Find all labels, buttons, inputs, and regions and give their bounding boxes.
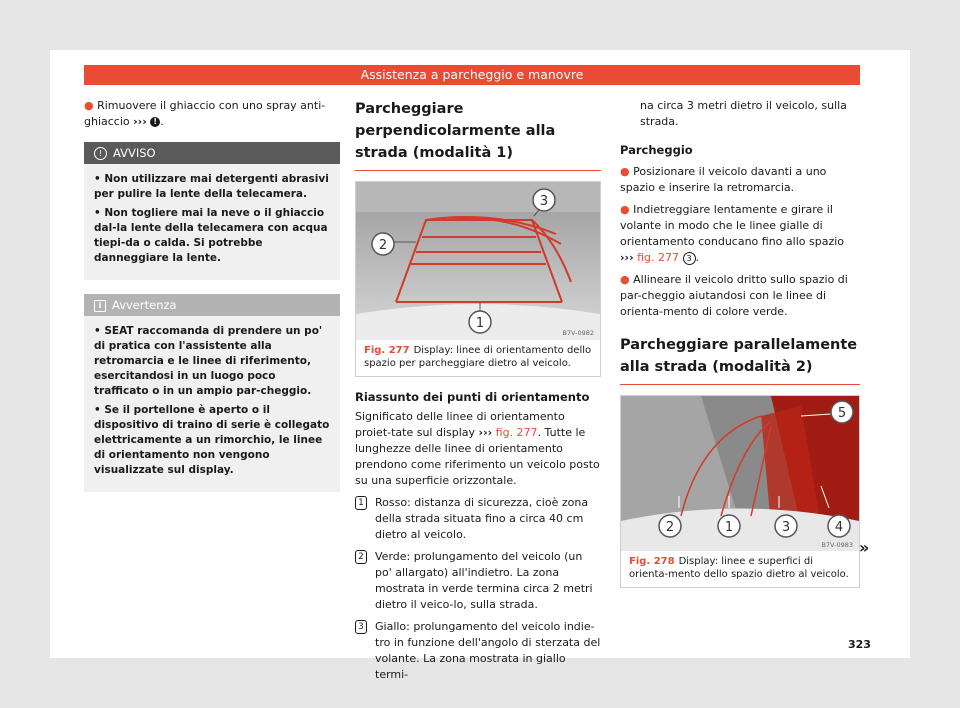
- note-item: • SEAT raccomanda di prendere un po' di pratica con l'assistente alla retromarcia e le linee di riferimento, esercitandosi in un luogo poco trafficato o in un ampio par-cheggio.: [94, 325, 323, 397]
- subheading-summary: Riassunto dei punti di orientamento: [355, 390, 590, 404]
- note-item-text: Se il portellone è aperto o il dispositivo di traino di serie è collegato elettricamente a un rimorchio, le linee di orientamento non vengono visualizzate sul display.: [94, 404, 330, 476]
- note-box-body: [84, 316, 340, 492]
- warning-ref-icon[interactable]: !: [150, 117, 160, 127]
- section-heading-mode2: Parcheggiare parallelamente alla strada (modalità 2): [620, 334, 860, 385]
- figure-caption: [621, 551, 859, 587]
- callout-3-label: 3: [539, 194, 549, 209]
- legend-number: 1: [355, 496, 367, 510]
- ref-number: 3: [683, 252, 696, 265]
- note-box-header: [84, 294, 340, 316]
- figure-number: Fig. 277: [364, 345, 410, 356]
- legend-item: [355, 619, 601, 683]
- bullet-deice-text: Rimuovere il ghiaccio con uno spray anti-ghiaccio: [84, 99, 326, 128]
- continue-mark: »: [859, 538, 870, 557]
- bullet-text: Posizionare il veicolo davanti a uno spazio e inserire la retromarcia.: [620, 165, 827, 194]
- callout-2-label: 2: [665, 520, 675, 535]
- intro-text: Significato delle linee di orientamento proiet-tate sul display: [355, 410, 565, 439]
- bullet-item: [620, 272, 860, 320]
- intro-paragraph: [355, 409, 601, 489]
- bullet-icon: ●: [620, 165, 630, 178]
- callout-1-label: 1: [724, 520, 734, 535]
- warning-item-text: Non utilizzare mai detergenti abrasivi per pulire la lente della telecamera.: [94, 173, 329, 200]
- figure-code: B7V-0983: [821, 541, 853, 549]
- bullet-deice: ● Rimuovere il ghiaccio con uno spray anti-ghiaccio ››› ! .: [84, 99, 326, 128]
- fig-link[interactable]: fig. 277: [637, 251, 680, 264]
- warning-box-title: AVVISO: [113, 146, 156, 160]
- legend-text: Giallo: prolungamento del veicolo indie-tro in funzione dell'angolo di sterzata del volante. La zona mostrata in giallo termi-: [375, 620, 601, 681]
- section-heading-mode1: Parcheggiare perpendicolarmente alla strada (modalità 1): [355, 98, 601, 171]
- note-item: • Se il portellone è aperto o il dispositivo di traino di serie è collegato elettricamente a un rimorchio, le linee di orientamento non vengono visualizzate sul display.: [94, 404, 330, 476]
- info-icon: i: [94, 300, 106, 312]
- fig-link[interactable]: fig. 277: [495, 426, 538, 439]
- bullet-icon: ●: [620, 273, 630, 286]
- figure-278: [620, 395, 860, 588]
- legend-item: [355, 495, 601, 543]
- intro-text-b: . Tutte le lunghezze delle linee di orientamento prendono come riferimento un veicolo posto su una superficie orizzontale.: [355, 426, 600, 487]
- legend-number: 3: [355, 620, 367, 634]
- warning-box-header: [84, 142, 340, 164]
- exclamation-circle-icon: !: [94, 147, 107, 160]
- note-box: [84, 294, 340, 492]
- subheading-parking: Parcheggio: [620, 143, 693, 157]
- note-box-title: Avvertenza: [112, 298, 177, 312]
- warning-item: • Non togliere mai la neve o il ghiaccio dal-la lente della telecamera con acqua tiepi-da o calda. Si potrebbe danneggiare la lente.: [94, 207, 328, 264]
- column-left: [84, 98, 340, 492]
- callout-3-label: 3: [781, 520, 791, 535]
- callout-4-label: 4: [834, 520, 844, 535]
- bullet-icon: ●: [620, 203, 630, 216]
- bullet-text: Indietreggiare lentamente e girare il volante in modo che le linee gialle di orientamento conducano fino allo spazio: [620, 203, 845, 248]
- note-item-text: SEAT raccomanda di prendere un po' di pratica con l'assistente alla retromarcia e le linee di riferimento, esercitandosi in un luogo poco trafficato o in un ampio par-cheggio.: [94, 325, 323, 397]
- figure-caption-text: Display: linee e superfici di orienta-mento dello spazio dietro al veicolo.: [629, 556, 849, 580]
- column-right: [620, 98, 860, 588]
- legend-number: 2: [355, 550, 367, 564]
- warning-box-body: [84, 164, 340, 280]
- callout-2-label: 2: [378, 238, 388, 253]
- warning-item-text: Non togliere mai la neve o il ghiaccio dal-la lente della telecamera con acqua tiepi-da o calda. Si potrebbe danneggiare la lente.: [94, 207, 328, 264]
- legend-text: Verde: prolungamento del veicolo (un po' allargato) all'indietro. La zona mostrata in verde termina circa 2 metri dietro il veico-lo, sulla strada.: [375, 550, 593, 611]
- ref-arrow[interactable]: ›››: [478, 426, 493, 439]
- figure-code: B7V-0982: [562, 329, 594, 337]
- legend-item: [355, 549, 601, 613]
- figure-277: [355, 181, 601, 377]
- figure-number: Fig. 278: [629, 556, 675, 567]
- rear-camera-image-mode1: [356, 182, 600, 340]
- bullet-end: .: [695, 251, 700, 264]
- figure-caption: [356, 340, 600, 376]
- bullet-item: [620, 164, 860, 196]
- ref-arrow[interactable]: ›››: [133, 115, 147, 128]
- bullet-item: [620, 202, 860, 266]
- ref-arrow[interactable]: ›››: [620, 251, 634, 264]
- bullet-icon: ●: [84, 99, 94, 112]
- column-middle: [355, 98, 601, 683]
- warning-box: [84, 142, 340, 280]
- warning-item: • Non utilizzare mai detergenti abrasivi per pulire la lente della telecamera.: [94, 173, 329, 200]
- legend-text: Rosso: distanza di sicurezza, cioè zona della strada situata fino a circa 40 cm dietro al veicolo.: [375, 496, 589, 541]
- rear-camera-image-mode2: [621, 396, 859, 551]
- chapter-header: Assistenza a parcheggio e manovre: [84, 65, 860, 85]
- callout-5-label: 5: [837, 406, 847, 421]
- callout-1-label: 1: [475, 316, 485, 331]
- page-number: 323: [848, 638, 871, 651]
- continuation-text: na circa 3 metri dietro il veicolo, sulla strada.: [640, 99, 847, 128]
- bullet-text: Allineare il veicolo dritto sullo spazio di par-cheggio aiutandosi con le linee di orienta-mento di colore verde.: [620, 273, 848, 318]
- figure-caption-text: Display: linee di orientamento dello spazio per parcheggiare dietro al veicolo.: [364, 345, 592, 369]
